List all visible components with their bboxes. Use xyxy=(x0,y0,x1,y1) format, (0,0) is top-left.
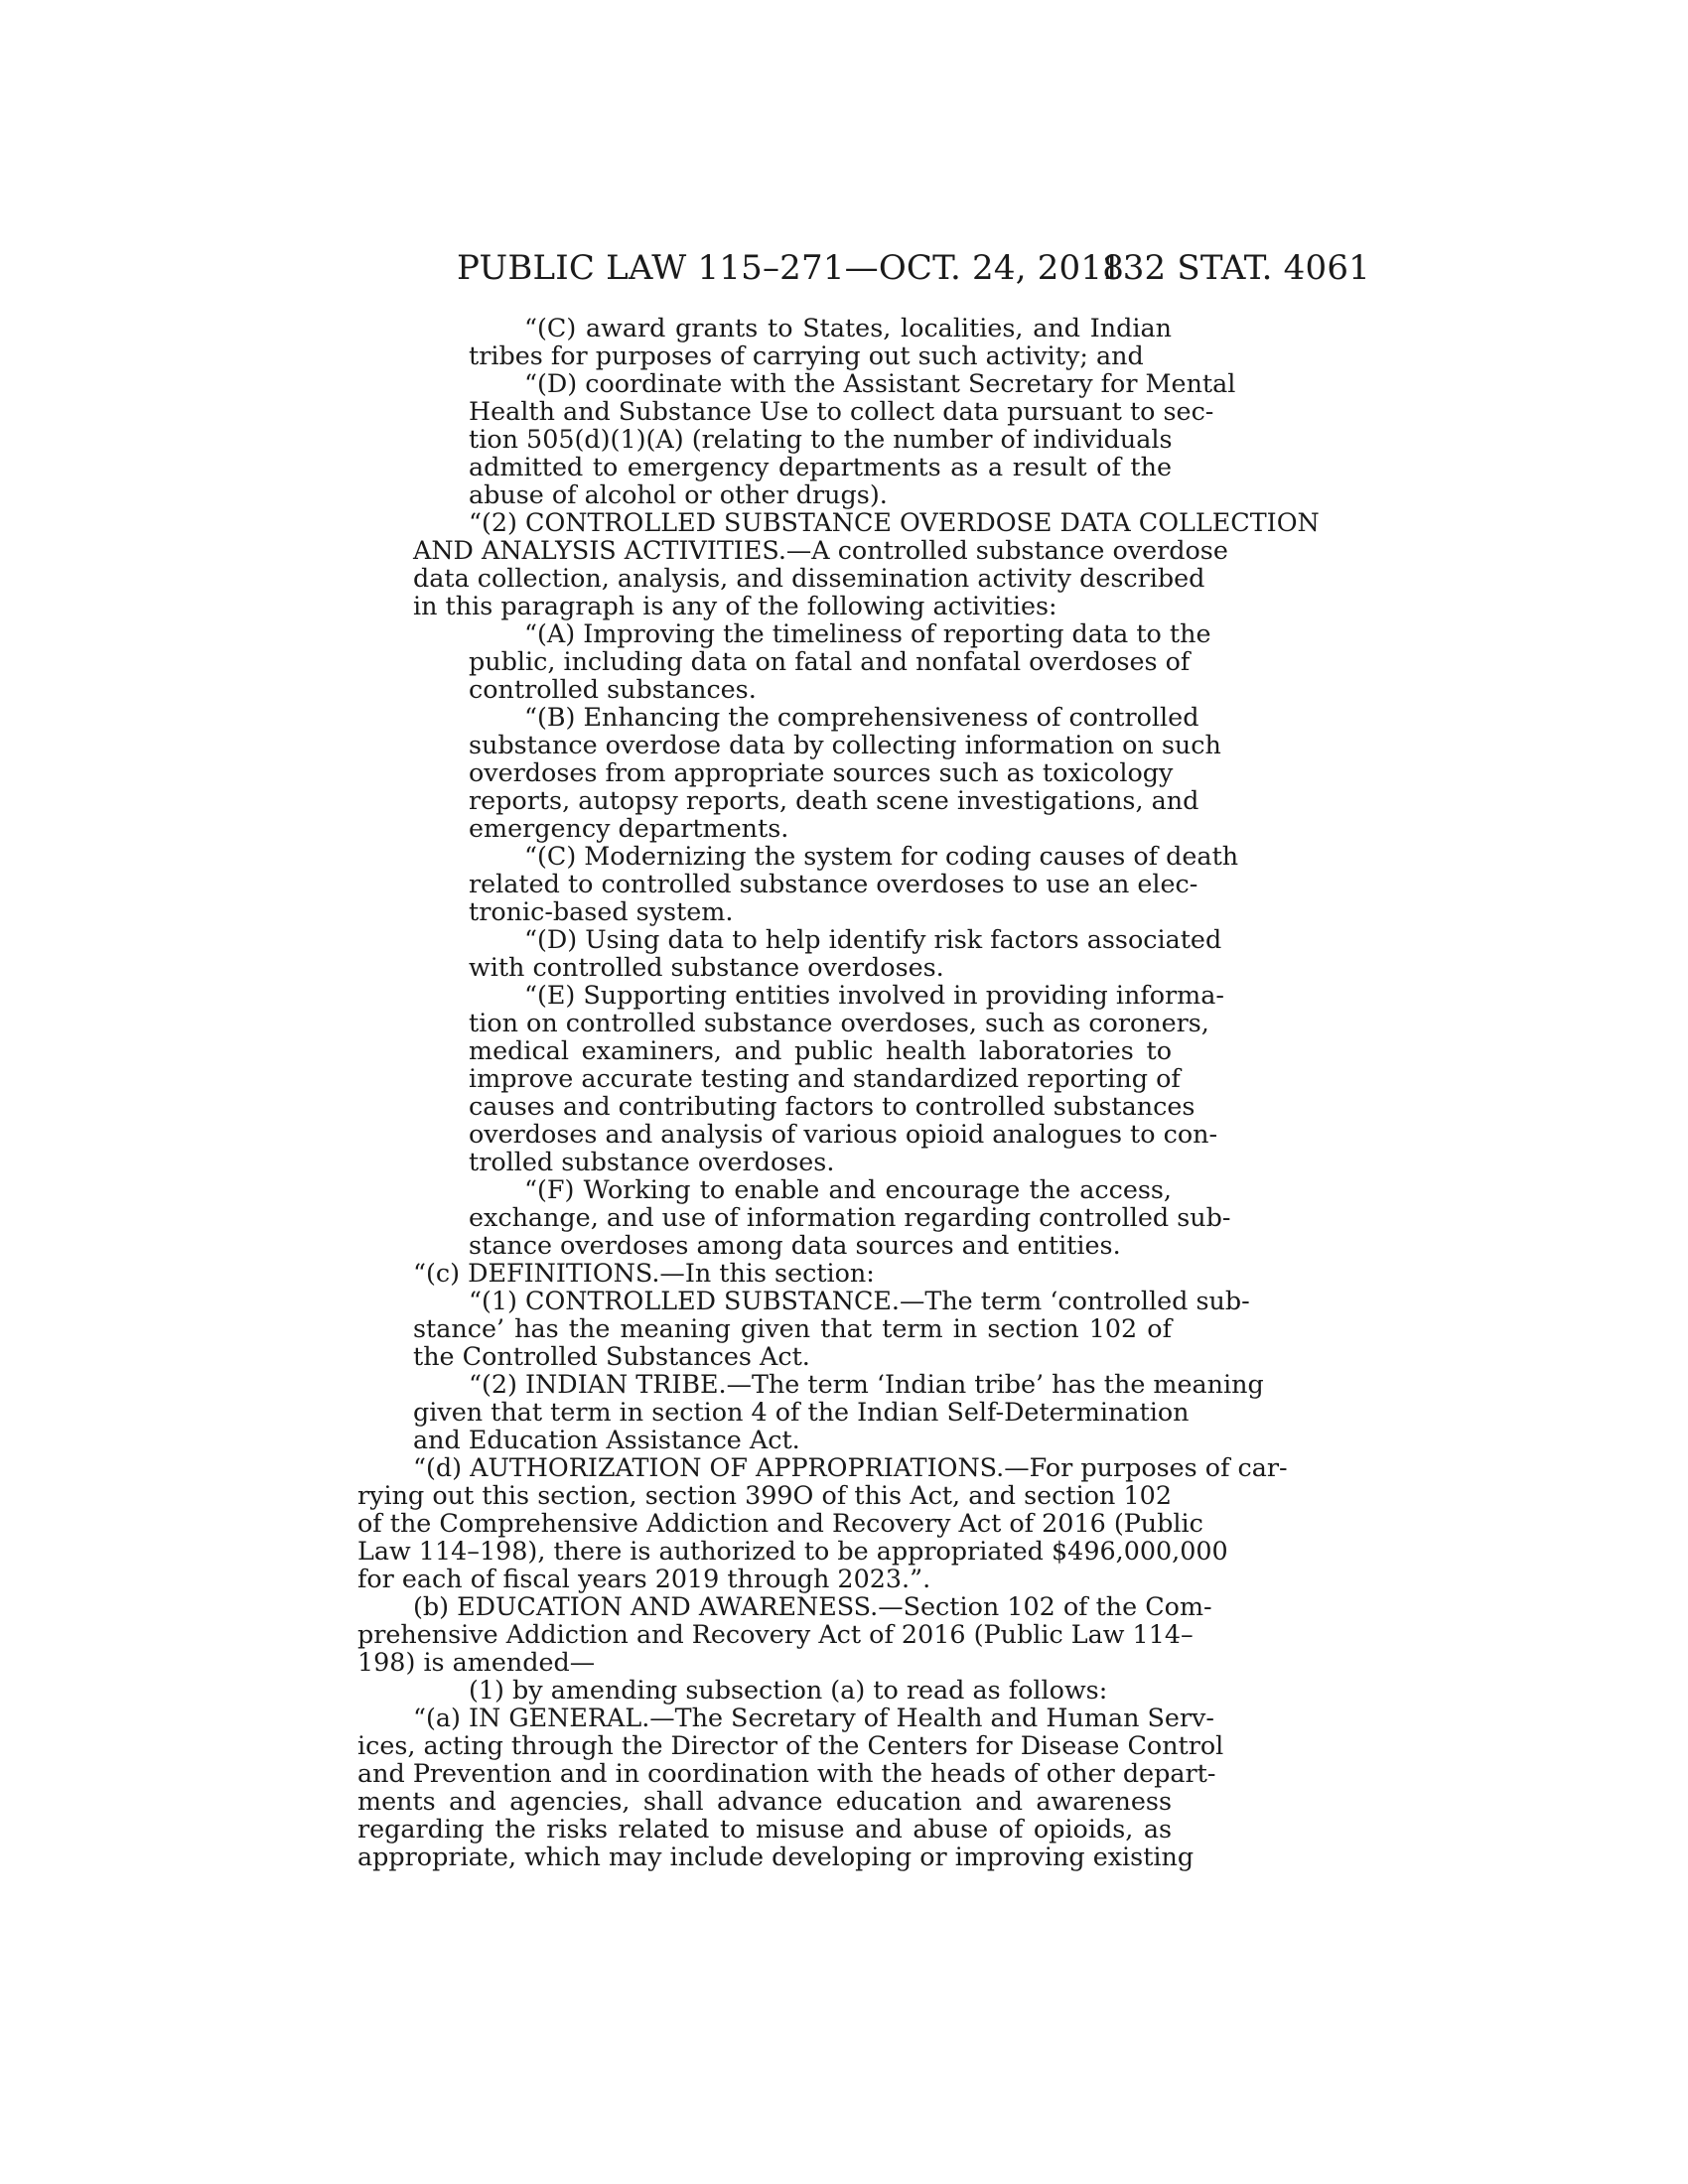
text-line: “(D) coordinate with the Assistant Secretary for Mental xyxy=(524,368,1236,398)
text-line: Health and Substance Use to collect data pursuant to sec- xyxy=(469,396,1214,426)
text-line: given that term in section 4 of the Indian Self-Determination xyxy=(413,1397,1190,1427)
text-line: in this paragraph is any of the following activities: xyxy=(413,591,1057,620)
text-line: prehensive Addiction and Recovery Act of 2016 (Public Law 114– xyxy=(357,1619,1194,1649)
text-line: ments and agencies, shall advance education and awareness xyxy=(357,1786,1172,1816)
text-line: improve accurate testing and standardized reporting of xyxy=(469,1063,1181,1093)
text-line: causes and contributing factors to controlled substances xyxy=(469,1091,1196,1121)
text-line: overdoses from appropriate sources such as toxicology xyxy=(469,757,1174,787)
text-line: with controlled substance overdoses. xyxy=(469,952,944,982)
text-line: “(C) Modernizing the system for coding causes of death xyxy=(524,841,1239,871)
text-line: “(F) Working to enable and encourage the access, xyxy=(524,1174,1172,1204)
text-line: rying out this section, section 399O of this Act, and section 102 xyxy=(357,1480,1172,1510)
text-line: medical examiners, and public health laboratories to xyxy=(469,1035,1172,1065)
text-line: “(2) INDIAN TRIBE.—The term ‘Indian tribe’ has the meaning xyxy=(469,1369,1264,1399)
text-line: overdoses and analysis of various opioid analogues to con- xyxy=(469,1119,1218,1149)
text-line: ices, acting through the Director of the Centers for Disease Control xyxy=(357,1730,1224,1760)
text-line: “(c) DEFINITIONS.—In this section: xyxy=(413,1258,875,1288)
text-line: trolled substance overdoses. xyxy=(469,1147,835,1176)
text-line: stance overdoses among data sources and entities. xyxy=(469,1230,1121,1260)
text-line: public, including data on fatal and nonfatal overdoses of xyxy=(469,646,1191,676)
text-line: regarding the risks related to misuse and abuse of opioids, as xyxy=(357,1814,1172,1843)
text-line: emergency departments. xyxy=(469,813,789,843)
text-line: (b) EDUCATION AND AWARENESS.—Section 102 of the Com- xyxy=(413,1591,1212,1621)
text-line: 198) is amended— xyxy=(357,1647,596,1677)
text-line: for each of fiscal years 2019 through 2023.”. xyxy=(357,1564,931,1593)
text-line: abuse of alcohol or other drugs). xyxy=(469,479,888,509)
text-line: “(A) Improving the timeliness of reporting data to the xyxy=(524,618,1211,648)
text-line: of the Comprehensive Addiction and Recovery Act of 2016 (Public xyxy=(357,1508,1203,1538)
text-line: “(1) CONTROLLED SUBSTANCE.—The term ‘controlled sub- xyxy=(469,1286,1250,1315)
text-line: tronic-based system. xyxy=(469,896,734,926)
page-header xyxy=(457,248,1370,288)
text-line: stance’ has the meaning given that term in section 102 of xyxy=(413,1313,1172,1343)
text-line: Law 114–198), there is authorized to be appropriated $496,000,000 xyxy=(357,1536,1228,1566)
text-line: “(E) Supporting entities involved in providing informa- xyxy=(524,980,1224,1010)
law-citation: PUBLIC LAW 115–271—OCT. 24, 2018 xyxy=(457,248,1125,288)
text-line: exchange, and use of information regarding controlled sub- xyxy=(469,1202,1231,1232)
text-line: “(2) CONTROLLED SUBSTANCE OVERDOSE DATA COLLECTION xyxy=(469,507,1320,537)
text-line: substance overdose data by collecting information on such xyxy=(469,730,1221,759)
text-line: and Prevention and in coordination with the heads of other depart- xyxy=(357,1758,1216,1788)
text-line: (1) by amending subsection (a) to read as follows: xyxy=(469,1675,1108,1705)
statute-body-text xyxy=(357,313,1320,1871)
text-line: tion on controlled substance overdoses, such as coroners, xyxy=(469,1008,1209,1037)
statute-page-number: 132 STAT. 4061 xyxy=(1100,248,1370,288)
text-line: appropriate, which may include developing or improving existing xyxy=(357,1842,1195,1871)
text-line: “(D) Using data to help identify risk factors associated xyxy=(524,924,1222,954)
text-line: tion 505(d)(1)(A) (relating to the number of individuals xyxy=(469,424,1173,454)
text-line: data collection, analysis, and dissemination activity described xyxy=(413,563,1205,593)
text-line: controlled substances. xyxy=(469,674,757,704)
text-line: “(a) IN GENERAL.—The Secretary of Health and Human Serv- xyxy=(413,1703,1214,1732)
text-line: related to controlled substance overdoses to use an elec- xyxy=(469,869,1198,898)
text-line: “(C) award grants to States, localities, and Indian xyxy=(524,313,1172,342)
text-line: reports, autopsy reports, death scene investigations, and xyxy=(469,785,1199,815)
text-line: “(d) AUTHORIZATION OF APPROPRIATIONS.—For purposes of car- xyxy=(413,1452,1288,1482)
text-line: and Education Assistance Act. xyxy=(413,1425,800,1454)
text-line: AND ANALYSIS ACTIVITIES.—A controlled substance overdose xyxy=(413,535,1228,565)
text-line: admitted to emergency departments as a result of the xyxy=(469,452,1172,481)
text-line: the Controlled Substances Act. xyxy=(413,1341,810,1371)
text-line: “(B) Enhancing the comprehensiveness of controlled xyxy=(524,702,1199,732)
text-line: tribes for purposes of carrying out such activity; and xyxy=(469,341,1144,370)
